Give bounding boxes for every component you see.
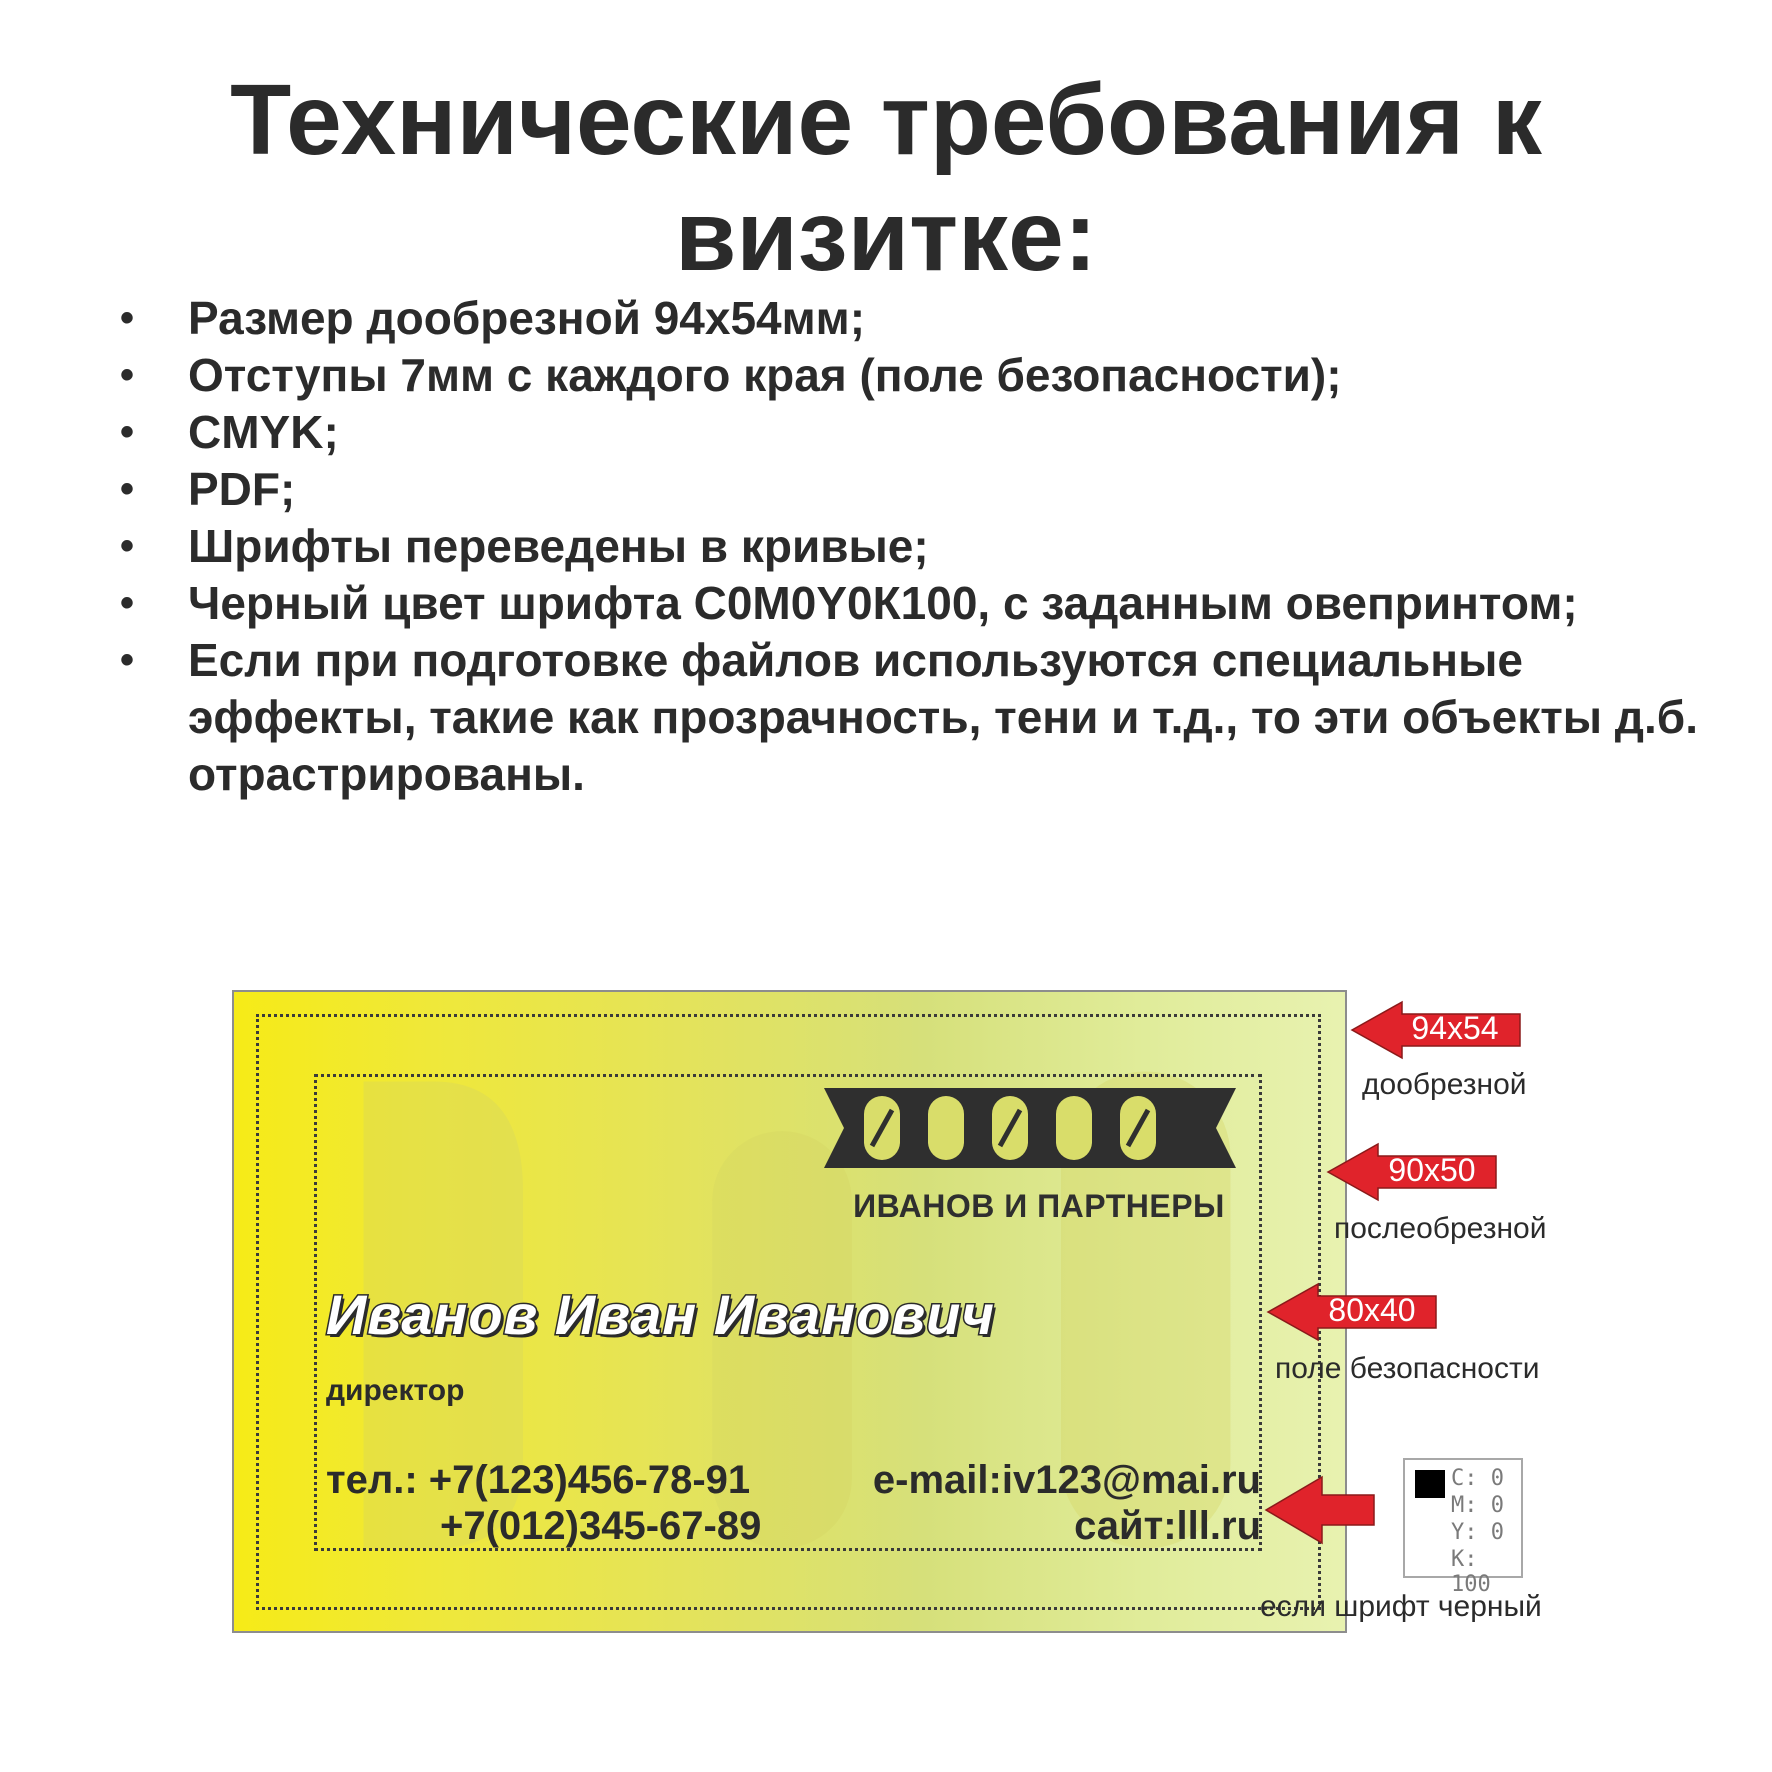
cmyk-color-panel [1403, 1458, 1523, 1597]
size-label-9454: 94х54 [1411, 1010, 1499, 1046]
requirement-text: Черный цвет шрифта С0М0Y0К100, с заданным овепринтом; [188, 577, 1578, 629]
page-title-line2: визитке: [674, 180, 1098, 292]
page-title [0, 62, 1772, 294]
email-text: e-mail:iv123@mai.ru [872, 1458, 1261, 1502]
cmyk-k: K: 100 [1451, 1547, 1491, 1597]
note-untrimmed: дообрезной [1362, 1068, 1527, 1101]
phone-secondary: +7(012)345-67-89 [440, 1504, 762, 1548]
cmyk-m: M: 0 [1451, 1493, 1504, 1518]
arrow-left-icon [1266, 1475, 1376, 1545]
requirement-color-model [120, 404, 1740, 461]
page-title-line1: Технические требования к [230, 64, 1542, 176]
note-safe-zone: поле безопасности [1275, 1352, 1540, 1385]
requirement-format [120, 461, 1740, 518]
bullet-icon: • [120, 524, 135, 568]
bullet-icon: • [120, 581, 135, 625]
requirement-text: Шрифты переведены в кривые; [188, 520, 929, 572]
bullet-icon: • [120, 353, 135, 397]
bullet-icon: • [120, 296, 135, 340]
company-logo-icon [824, 1088, 1236, 1168]
requirements-list [120, 290, 1740, 803]
note-trimmed: послеобрезной [1334, 1212, 1547, 1245]
requirement-text: CMYK; [188, 406, 339, 458]
requirement-fonts [120, 518, 1740, 575]
business-card-sample [232, 990, 1347, 1633]
requirement-text: Размер дообрезной 94х54мм; [188, 292, 866, 344]
bullet-icon: • [120, 410, 135, 454]
requirement-black [120, 575, 1740, 632]
company-name: ИВАНОВ И ПАРТНЕРЫ [853, 1188, 1225, 1224]
website-text: сайт:lll.ru [1074, 1504, 1261, 1548]
size-label-8040: 80х40 [1328, 1292, 1416, 1328]
requirement-text: Если при подготовке файлов используются специальные эффекты, такие как прозрачность, тени и т.д., то эти объекты д.б. отрастрированы. [188, 634, 1698, 800]
person-position: директор [326, 1374, 465, 1407]
note-black-font: если шрифт черный [1260, 1590, 1542, 1623]
cmyk-y: Y: 0 [1451, 1520, 1504, 1545]
requirement-margins [120, 347, 1740, 404]
bullet-icon: • [120, 467, 135, 511]
requirement-text: PDF; [188, 463, 296, 515]
requirement-text: Отступы 7мм с каждого края (поле безопасности); [188, 349, 1342, 401]
person-name: Иванов Иван Иванович [326, 1283, 996, 1346]
black-swatch-icon [1415, 1470, 1445, 1498]
requirement-effects [120, 632, 1740, 803]
requirement-size [120, 290, 1740, 347]
bullet-icon: • [120, 638, 135, 682]
size-label-9050: 90х50 [1388, 1152, 1476, 1188]
cmyk-c: C: 0 [1451, 1466, 1504, 1491]
phone-primary: тел.: +7(123)456-78-91 [326, 1458, 751, 1502]
